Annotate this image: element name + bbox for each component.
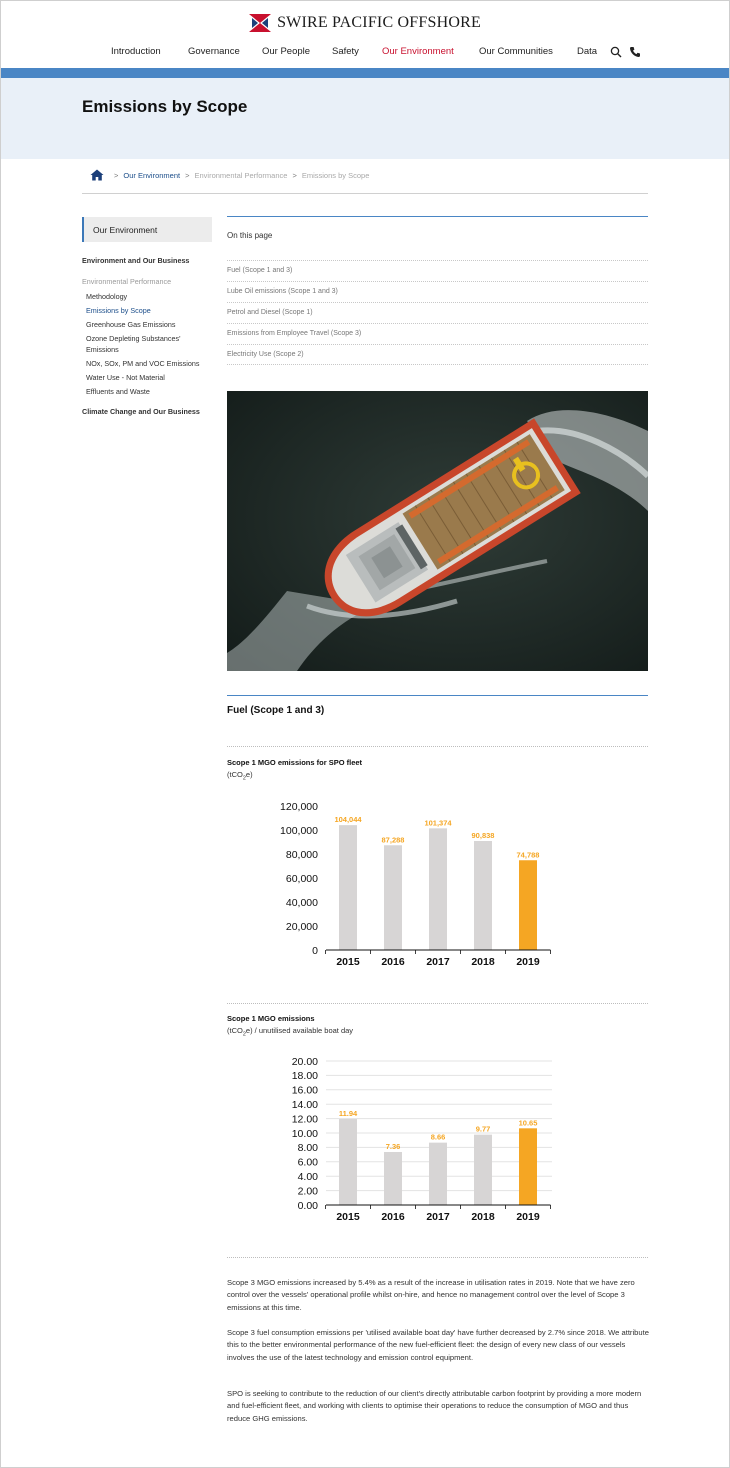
logo-text: SWIRE PACIFIC OFFSHORE <box>277 14 481 31</box>
search-icon[interactable] <box>610 46 622 58</box>
chart1-unit <box>227 770 253 782</box>
y-tick-label: 60,000 <box>285 872 318 885</box>
body-paragraph: SPO is seeking to contribute to the reduction of our client's directly attributable carbon footprint by providing a more modern and fuel-efficient fleet, and working with clients to optimise their operations to reduce the consumption of MGO and thus reduce GHG emissions. <box>227 1389 642 1423</box>
bar-2017 <box>429 828 447 950</box>
breadcrumb-separator: > <box>185 170 190 180</box>
y-tick-label: 8.00 <box>297 1142 318 1155</box>
swire-flag-icon <box>249 14 271 32</box>
unit-suffix: e) / unutilised available boat day <box>245 1026 354 1035</box>
x-tick-label: 2019 <box>516 956 540 968</box>
on-this-page-link[interactable] <box>227 302 648 323</box>
y-tick-label: 0.00 <box>297 1199 318 1212</box>
y-tick-label: 16.00 <box>291 1084 318 1097</box>
nav-safety[interactable]: Safety <box>332 46 359 57</box>
on-this-page-link-label: Emissions from Employee Travel (Scope 3) <box>227 330 362 337</box>
breadcrumb-separator: > <box>114 170 119 180</box>
data-label: 8.66 <box>430 1132 446 1142</box>
on-this-page-link-label: Lube Oil emissions (Scope 1 and 3) <box>227 288 338 295</box>
page-title: Emissions by Scope <box>82 97 248 116</box>
on-this-page-link-label: Electricity Use (Scope 2) <box>227 351 304 358</box>
body-paragraph: Scope 3 fuel consumption emissions per 'utilised available boat day' have further decreased by 2.7% since 2018. We attribute this to the better environmental performance of the new fuel-efficient fleet: the design of every new class of our vessels involves the use of the latest technology and emission control equipment. <box>227 1328 649 1362</box>
bar-2019 <box>519 860 537 950</box>
on-this-page-link-label: Petrol and Diesel (Scope 1) <box>227 309 313 316</box>
sidebar-item-emissions-by-scope[interactable]: Emissions by Scope <box>86 306 151 315</box>
bar-2016 <box>384 845 402 950</box>
unit-prefix: (tCO <box>227 770 243 779</box>
bar-2015 <box>339 1119 357 1205</box>
section-rule <box>227 695 648 696</box>
bar-2016 <box>384 1152 402 1205</box>
x-tick-label: 2018 <box>471 1211 495 1223</box>
chart-scope1-mgo-fleet <box>227 790 648 975</box>
on-this-page-rule <box>227 216 648 217</box>
data-label: 9.77 <box>475 1124 491 1134</box>
vessel-illustration <box>227 391 648 671</box>
breadcrumb-separator: > <box>292 170 297 180</box>
y-tick-label: 100,000 <box>280 824 318 837</box>
y-tick-label: 10.00 <box>291 1127 318 1140</box>
main-nav <box>0 46 730 60</box>
sidebar-item-environment-and-our-business[interactable]: Environment and Our Business <box>82 256 190 265</box>
sidebar-item-nox-sox[interactable]: NOx, SOx, PM and VOC Emissions <box>86 359 200 368</box>
sidebar-item-water-use[interactable]: Water Use - Not Material <box>86 373 165 382</box>
y-tick-label: 14.00 <box>291 1099 318 1111</box>
data-label: 11.94 <box>338 1109 358 1119</box>
data-label: 10.65 <box>518 1118 538 1128</box>
sidebar-heading-label: Our Environment <box>93 225 158 235</box>
on-this-page-link[interactable] <box>227 260 648 281</box>
page-hero <box>1 78 729 159</box>
chart-scope1-mgo-per-boat-day <box>227 1050 648 1230</box>
sidebar-item-methodology[interactable]: Methodology <box>86 292 128 301</box>
dotted-divider <box>227 1003 648 1004</box>
breadcrumb-divider <box>82 193 648 194</box>
vessel-photo <box>227 391 648 671</box>
y-tick-label: 2.00 <box>297 1185 318 1198</box>
breadcrumb-our-environment[interactable]: Our Environment <box>123 170 181 180</box>
data-label: 87,288 <box>381 835 405 845</box>
data-label: 101,374 <box>424 818 452 828</box>
x-tick-label: 2015 <box>336 956 360 968</box>
on-this-page-link[interactable] <box>227 323 648 344</box>
unit-suffix: e) <box>245 770 253 779</box>
sidebar-item-environmental-performance[interactable]: Environmental Performance <box>82 277 172 286</box>
x-tick-label: 2019 <box>516 1211 540 1223</box>
y-tick-label: 20,000 <box>285 920 318 933</box>
y-tick-label: 40,000 <box>285 896 318 909</box>
on-this-page-link[interactable] <box>227 344 648 365</box>
y-tick-label: 4.00 <box>297 1171 318 1183</box>
x-tick-label: 2018 <box>471 956 495 968</box>
header-accent-bar <box>1 68 729 78</box>
sidebar-item-ozone-depleting[interactable]: Ozone Depleting Substances' Emissions <box>86 334 181 354</box>
chart2-title: Scope 1 MGO emissions <box>227 1014 315 1023</box>
y-tick-label: 20.00 <box>291 1055 318 1068</box>
on-this-page-title: On this page <box>227 231 273 240</box>
unit-subscript: 2 <box>242 1031 246 1038</box>
bar-2019 <box>519 1128 537 1205</box>
nav-our-people[interactable]: Our People <box>262 46 311 57</box>
chart2-unit <box>227 1026 353 1038</box>
breadcrumb-current: Emissions by Scope <box>301 170 370 180</box>
sidebar-heading[interactable] <box>82 217 212 242</box>
y-tick-label: 0 <box>312 944 318 957</box>
sidebar-item-climate-change[interactable]: Climate Change and Our Business <box>82 407 200 416</box>
dotted-divider <box>227 746 648 747</box>
unit-subscript: 2 <box>242 775 246 782</box>
y-tick-label: 12.00 <box>291 1113 318 1126</box>
nav-our-environment[interactable]: Our Environment <box>382 46 454 57</box>
phone-icon[interactable] <box>629 46 641 58</box>
y-tick-label: 120,000 <box>280 800 318 813</box>
on-this-page-link[interactable] <box>227 281 648 302</box>
bar-2017 <box>429 1143 447 1205</box>
data-label: 104,044 <box>334 815 362 825</box>
y-tick-label: 6.00 <box>297 1156 318 1169</box>
section-title: Fuel (Scope 1 and 3) <box>227 705 325 716</box>
data-label: 90,838 <box>471 830 495 840</box>
bar-2018 <box>474 1135 492 1205</box>
bar-2018 <box>474 841 492 950</box>
data-label: 74,788 <box>516 850 540 860</box>
unit-prefix: (tCO <box>227 1026 243 1035</box>
site-logo[interactable] <box>0 14 730 36</box>
body-paragraph: Scope 3 MGO emissions increased by 5.4% as a result of the increase in utilisation rates in 2019. Note that we have zero control over the vessels' operational profile whilst on-hire, and hence no management control over the level of Scope 3 emissions at this time. <box>227 1278 635 1312</box>
chart1-title: Scope 1 MGO emissions for SPO fleet <box>227 758 363 767</box>
nav-data[interactable]: Data <box>577 46 598 57</box>
data-label: 7.36 <box>385 1142 401 1152</box>
nav-governance[interactable]: Governance <box>188 46 240 57</box>
y-tick-label: 18.00 <box>291 1070 318 1083</box>
y-tick-label: 80,000 <box>285 848 318 861</box>
nav-introduction[interactable]: Introduction <box>111 46 161 57</box>
breadcrumb-environmental-performance[interactable]: Environmental Performance <box>194 170 288 180</box>
nav-our-communities[interactable]: Our Communities <box>479 46 553 57</box>
home-icon[interactable] <box>90 169 104 181</box>
sidebar-item-greenhouse-gas-emissions[interactable]: Greenhouse Gas Emissions <box>86 320 176 329</box>
breadcrumb <box>90 168 369 182</box>
dotted-divider <box>227 1257 648 1258</box>
x-tick-label: 2016 <box>381 956 405 968</box>
on-this-page-link-label: Fuel (Scope 1 and 3) <box>227 267 293 274</box>
x-tick-label: 2017 <box>426 956 450 968</box>
x-tick-label: 2016 <box>381 1211 405 1223</box>
x-tick-label: 2017 <box>426 1211 450 1223</box>
sidebar-item-effluents-and-waste[interactable]: Effluents and Waste <box>86 387 150 396</box>
x-tick-label: 2015 <box>336 1211 360 1223</box>
bar-2015 <box>339 825 357 950</box>
